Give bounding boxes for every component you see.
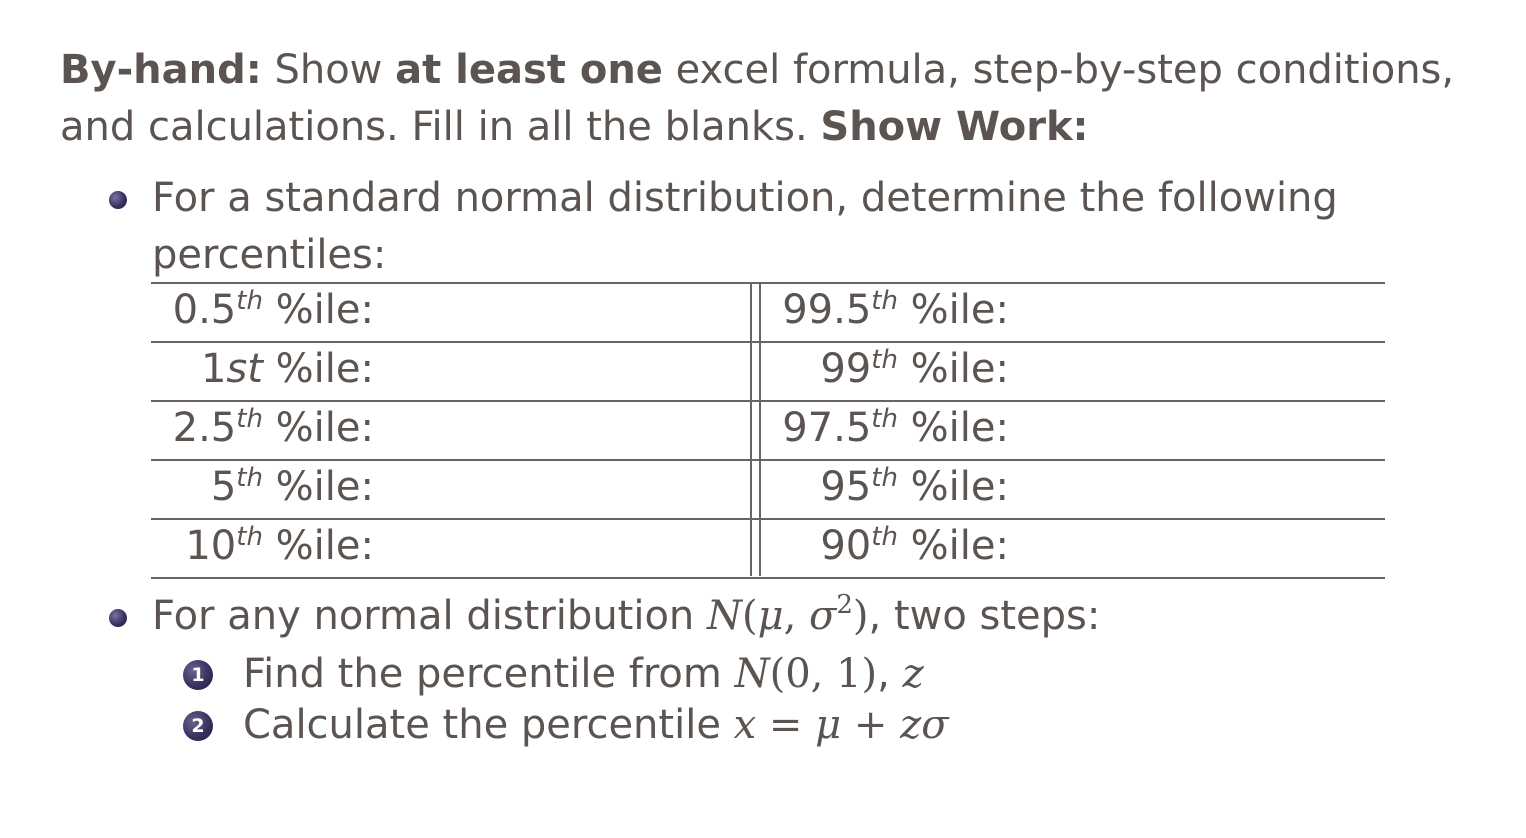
- step-1-badge-icon: 1: [183, 660, 213, 690]
- table-divider-line: [759, 282, 761, 576]
- percentile-cell-right[interactable]: 95th %ile:: [820, 463, 1009, 510]
- percentile-cell-left[interactable]: 5th %ile:: [210, 463, 374, 510]
- at-least-one-emphasis: at least one: [395, 47, 663, 93]
- table-row: [151, 402, 1385, 461]
- percentile-cell-right[interactable]: 99.5th %ile:: [782, 286, 1009, 333]
- percentile-cell-left[interactable]: 0.5th %ile:: [172, 286, 374, 333]
- table-row: [151, 520, 1385, 579]
- table-row: [151, 343, 1385, 402]
- table-row: [151, 461, 1385, 520]
- percentile-cell-left[interactable]: 1st %ile:: [200, 346, 374, 392]
- instructions-text-2: excel formula, step-by-step conditions, and calculations. Fill in all the blanks.: [60, 47, 1455, 150]
- step-2-text: Calculate the percentile x = μ + zσ: [243, 702, 949, 748]
- instructions-paragraph: [60, 42, 1480, 156]
- percentile-cell-left[interactable]: 10th %ile:: [185, 522, 374, 569]
- step-2-badge-icon: 2: [183, 711, 213, 741]
- table-divider-line: [750, 282, 752, 576]
- percentile-cell-right[interactable]: 97.5th %ile:: [782, 404, 1009, 451]
- bullet-standard-normal-line1: For a standard normal distribution, determine the following: [152, 175, 1338, 221]
- bullet-standard-normal-line2: percentiles:: [152, 232, 387, 278]
- by-hand-label: By-hand:: [60, 47, 262, 93]
- percentile-cell-right[interactable]: 90th %ile:: [820, 522, 1009, 569]
- percentile-cell-left[interactable]: 2.5th %ile:: [172, 404, 374, 451]
- percentile-table: [151, 282, 1385, 579]
- bullet-icon: [109, 191, 127, 209]
- bullet-icon: [109, 609, 127, 627]
- instructions-text-1: Show: [261, 47, 396, 93]
- table-row: [151, 284, 1385, 343]
- bullet-any-normal: For any normal distribution N(μ, $\sigma^2$), two steps:: [152, 590, 1101, 639]
- step-1-text: Find the percentile from N(0, 1), z: [243, 651, 924, 697]
- percentile-cell-right[interactable]: 99th %ile:: [820, 345, 1009, 392]
- show-work-label: Show Work:: [820, 104, 1089, 150]
